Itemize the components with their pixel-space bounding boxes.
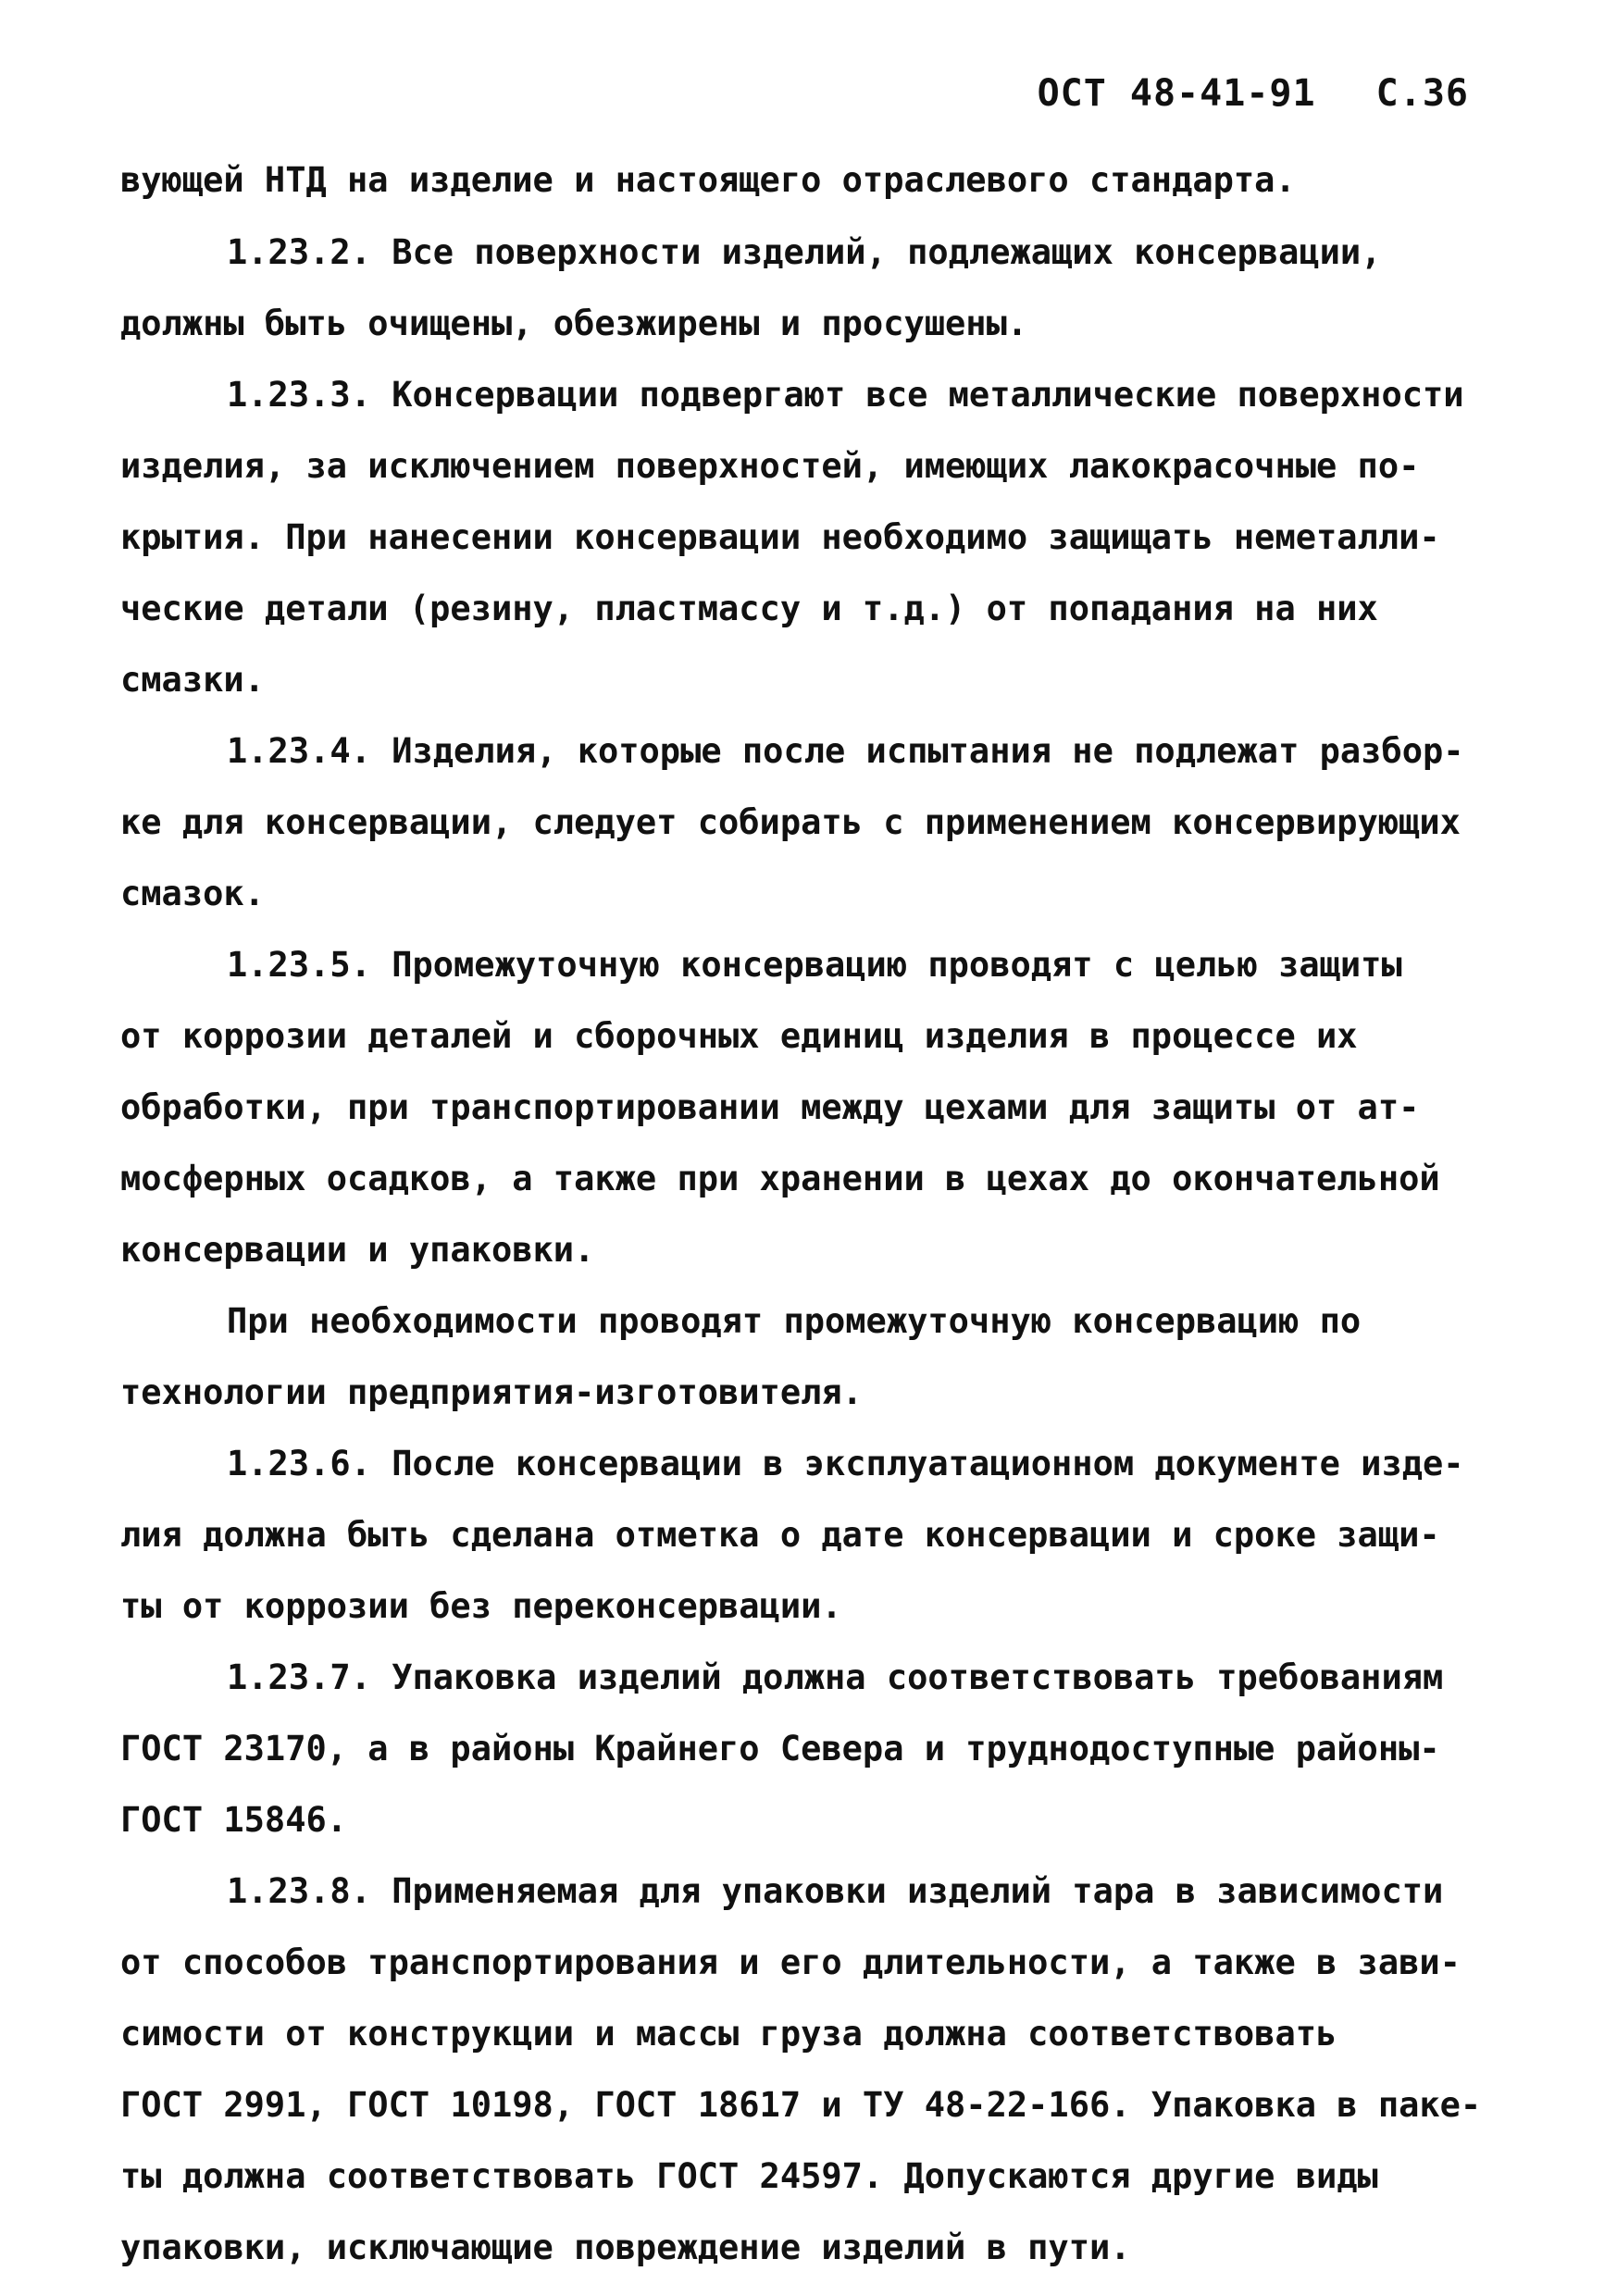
text-line: симости от конструкции и массы груза должна соответствовать <box>120 2014 1337 2054</box>
text-line: 1.23.3. Консервации подвергают все металлические поверхности <box>227 375 1464 415</box>
text-line: ческие детали (резину, пластмассу и т.д.) от попадания на них <box>120 589 1378 628</box>
text-line: вующей НТД на изделие и настоящего отраслевого стандарта. <box>120 160 1296 200</box>
document-code: ОСТ 48-41-91 <box>1037 72 1316 115</box>
text-line: 1.23.7. Упаковка изделий должна соответствовать требованиям <box>227 1657 1444 1697</box>
text-line: обработки, при транспортировании между цехами для защиты от ат- <box>120 1087 1420 1127</box>
text-line: 1.23.6. После консервации в эксплуатационном документе изде- <box>227 1444 1464 1483</box>
text-line: от способов транспортирования и его длительности, а также в зави- <box>120 1942 1461 1982</box>
text-line: ты от коррозии без переконсервации. <box>120 1586 842 1626</box>
text-line: должны быть очищены, обезжирены и просушены. <box>120 304 1028 343</box>
text-line: крытия. При нанесении консервации необходимо защищать неметалли- <box>120 517 1440 557</box>
text-line: смазки. <box>120 660 265 700</box>
text-line: смазок. <box>120 874 265 913</box>
text-line: 1.23.4. Изделия, которые после испытания не подлежат разбор- <box>227 731 1464 771</box>
text-line: При необходимости проводят промежуточную консервацию по <box>227 1301 1362 1341</box>
text-line: ке для консервации, следует собирать с применением консервирующих <box>120 802 1461 842</box>
text-line: мосферных осадков, а также при хранении в цехах до окончательной <box>120 1159 1440 1198</box>
text-line: упаковки, исключающие повреждение изделий в пути. <box>120 2228 1131 2267</box>
text-line: от коррозии деталей и сборочных единиц изделия в процессе их <box>120 1016 1358 1056</box>
text-line: ГОСТ 15846. <box>120 1800 348 1840</box>
text-line: ты должна соответствовать ГОСТ 24597. Допускаются другие виды <box>120 2156 1378 2196</box>
text-line: 1.23.5. Промежуточную консервацию проводят с целью защиты <box>227 945 1402 985</box>
page-header <box>1038 72 1469 115</box>
text-line: технологии предприятия-изготовителя. <box>120 1372 863 1412</box>
text-line: консервации и упаковки. <box>120 1230 595 1270</box>
text-line: изделия, за исключением поверхностей, имеющих лакокрасочные по- <box>120 446 1420 486</box>
text-line: ГОСТ 2991, ГОСТ 10198, ГОСТ 18617 и ТУ 48-22-166. Упаковка в паке- <box>120 2085 1482 2125</box>
text-line: 1.23.8. Применяемая для упаковки изделий тара в зависимости <box>227 1871 1444 1911</box>
text-line: лия должна быть сделана отметка о дате консервации и сроке защи- <box>120 1515 1440 1555</box>
text-line: ГОСТ 23170, а в районы Крайнего Севера и труднодоступные районы- <box>120 1729 1440 1769</box>
text-line: 1.23.2. Все поверхности изделий, подлежащих консервации, <box>227 232 1382 272</box>
page-number: С.36 <box>1375 72 1469 115</box>
